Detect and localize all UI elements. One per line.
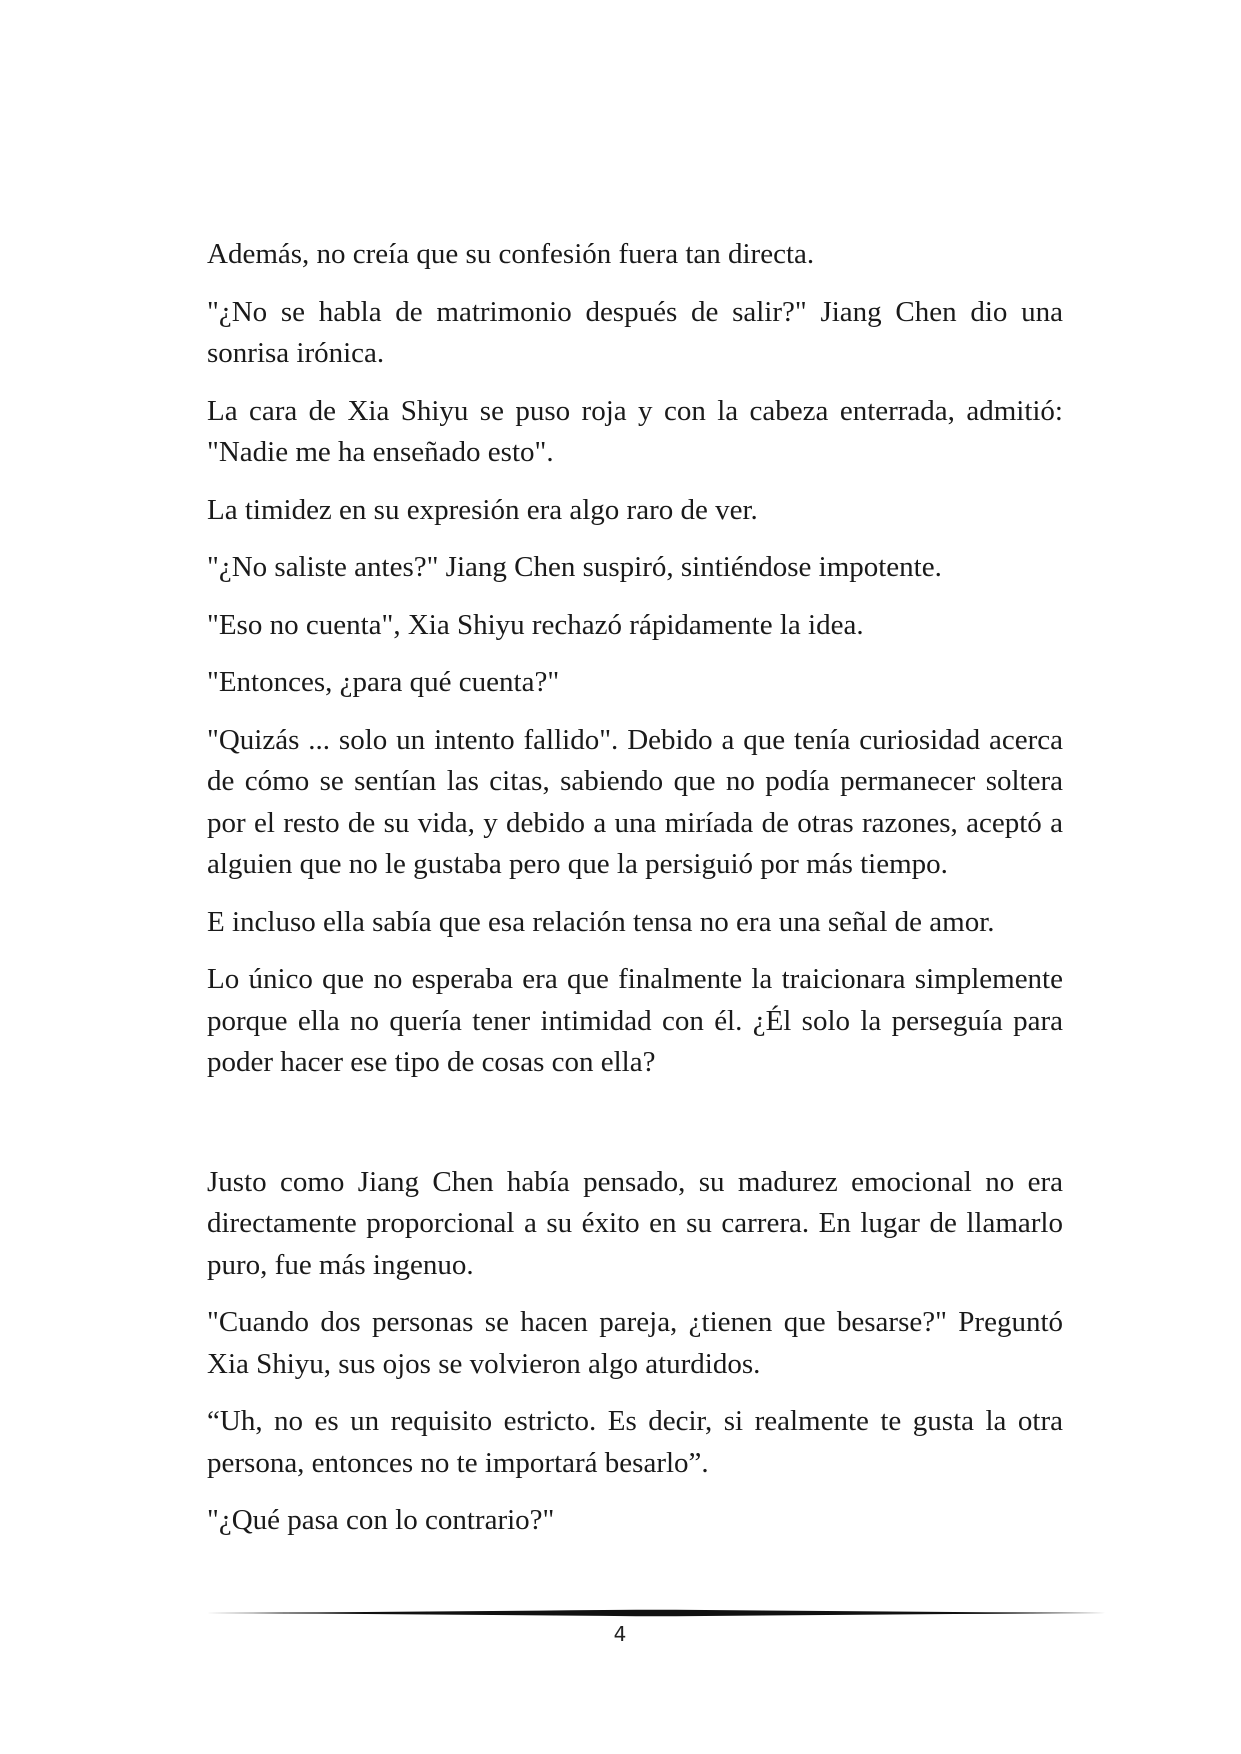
paragraph: "Entonces, ¿para qué cuenta?": [207, 666, 560, 698]
paragraph: "¿Qué pasa con lo contrario?": [207, 1504, 555, 1536]
paragraph: "Cuando dos personas se hacen pareja, ¿tienen que besarse?" Preguntó Xia Shiyu, sus ojos se volvieron algo aturdidos.: [207, 1306, 1063, 1380]
paragraph: Lo único que no esperaba era que finalmente la traicionara simplemente porque ella no quería tener intimidad con él. ¿Él solo la perseguía para poder hacer ese tipo de cosas con ella?: [207, 963, 1063, 1078]
paragraph: "Eso no cuenta", Xia Shiyu rechazó rápidamente la idea.: [207, 608, 864, 641]
paragraph: Justo como Jiang Chen había pensado, su madurez emocional no era directamente proporcional a su éxito en su carrera. En lugar de llamarlo puro, fue más ingenuo.: [207, 1165, 1063, 1281]
paragraph: “Uh, no es un requisito estricto. Es decir, si realmente te gusta la otra persona, entonces no te importará besarlo”.: [207, 1405, 1063, 1479]
footer-rule: [206, 1605, 1106, 1621]
paragraph: La timidez en su expresión era algo raro de ver.: [207, 493, 758, 526]
paragraph: La cara de Xia Shiyu se puso roja y con la cabeza enterrada, admitió: "Nadie me ha enseñado esto".: [207, 394, 1063, 468]
paragraph: "¿No saliste antes?" Jiang Chen suspiró, sintiéndose impotente.: [207, 551, 942, 583]
paragraph: "Quizás ... solo un intento fallido". Debido a que tenía curiosidad acerca de cómo se sentían las citas, sabiendo que no podía permanecer soltera por el resto de su vida, y debido a una miríada de otras razones, aceptó a alguien que no le gustaba pero que la persiguió por más tiempo.: [207, 723, 1063, 880]
body-text: [207, 234, 1063, 1558]
paragraph: E incluso ella sabía que esa relación tensa no era una señal de amor.: [207, 905, 995, 938]
paragraph: "¿No se habla de matrimonio después de salir?" Jiang Chen dio una sonrisa irónica.: [207, 295, 1063, 369]
page-number: 4: [613, 1622, 627, 1646]
paragraph: Además, no creía que su confesión fuera tan directa.: [207, 238, 815, 270]
